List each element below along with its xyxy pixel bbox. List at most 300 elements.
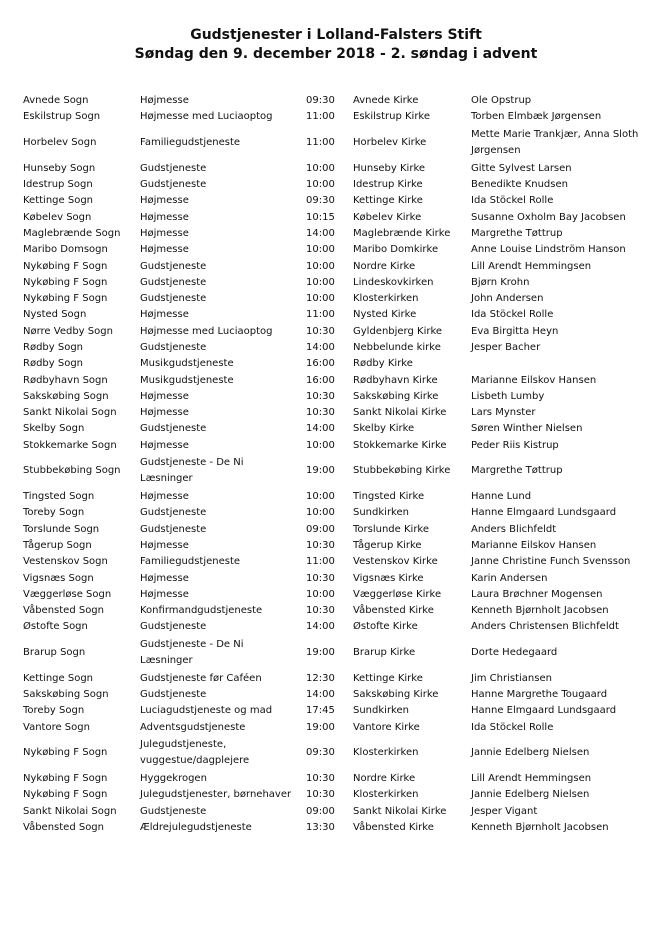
church-cell-text: Våbensted Kirke xyxy=(353,821,434,833)
time-cell xyxy=(306,242,346,258)
priest-cell xyxy=(471,720,651,736)
church-cell-text: Rødbyhavn Kirke xyxy=(353,374,438,386)
parish-cell xyxy=(23,405,135,421)
church-cell xyxy=(353,505,468,521)
service-cell-text: Gudstjeneste xyxy=(140,621,207,633)
table-row xyxy=(0,405,672,421)
table-row xyxy=(0,570,672,586)
service-cell xyxy=(140,258,295,274)
parish-cell-text: Idestrup Sogn xyxy=(23,179,93,191)
parish-cell-text: Nysted Sogn xyxy=(23,309,87,321)
time-cell-text: 19:00 xyxy=(306,647,335,659)
time-cell-text: 19:00 xyxy=(306,721,335,733)
church-cell-text: Nysted Kirke xyxy=(353,309,417,321)
table-row xyxy=(0,307,672,323)
priest-cell-text: Susanne Oxholm Bay Jacobsen xyxy=(471,211,626,223)
time-cell xyxy=(306,454,346,489)
parish-cell xyxy=(23,340,135,356)
priest-cell xyxy=(471,703,651,719)
priest-cell xyxy=(471,126,651,161)
priest-cell-text: Benedikte Knudsen xyxy=(471,179,568,191)
parish-cell xyxy=(23,505,135,521)
parish-cell xyxy=(23,736,135,771)
church-cell-text: Nebbelunde kirke xyxy=(353,342,441,353)
priest-cell-text: Ida Stöckel Rolle xyxy=(471,721,554,733)
time-cell xyxy=(306,275,346,291)
church-cell xyxy=(353,161,468,177)
time-cell-text: 11:00 xyxy=(306,556,335,568)
priest-cell xyxy=(471,372,651,388)
priest-cell xyxy=(471,93,651,109)
service-cell xyxy=(140,636,295,671)
service-cell xyxy=(140,820,295,836)
service-cell xyxy=(140,93,295,109)
table-row xyxy=(0,275,672,291)
parish-cell xyxy=(23,275,135,291)
church-cell xyxy=(353,636,468,671)
church-cell-text: Sankt Nikolai Kirke xyxy=(353,407,447,419)
priest-cell-text: Hanne Elmgaard Lundsgaard xyxy=(471,705,617,717)
church-cell xyxy=(353,820,468,836)
church-cell-text: Maglebrænde Kirke xyxy=(353,227,451,239)
priest-cell-text: Ida Stöckel Rolle xyxy=(471,309,554,321)
parish-cell-text: Købelev Sogn xyxy=(23,211,92,223)
priest-cell-text: Kenneth Bjørnholt Jacobsen xyxy=(471,821,609,833)
time-cell-text: 10:30 xyxy=(306,605,335,617)
service-cell xyxy=(140,226,295,242)
priest-cell xyxy=(471,389,651,405)
service-cell xyxy=(140,372,295,388)
priest-cell xyxy=(471,771,651,787)
parish-cell-text: Maribo Domsogn xyxy=(23,244,108,256)
church-cell xyxy=(353,489,468,505)
priest-cell xyxy=(471,619,651,635)
priest-cell-text: Dorte Hedegaard xyxy=(471,647,558,659)
time-cell xyxy=(306,505,346,521)
parish-cell xyxy=(23,177,135,193)
church-cell xyxy=(353,803,468,819)
parish-cell-text: Våbensted Sogn xyxy=(23,605,104,617)
service-cell xyxy=(140,720,295,736)
church-cell xyxy=(353,307,468,323)
time-cell xyxy=(306,209,346,225)
time-cell-text: 14:00 xyxy=(306,423,335,435)
church-cell-text: Klosterkirken xyxy=(353,293,419,305)
table-row xyxy=(0,389,672,405)
table-row xyxy=(0,258,672,274)
parish-cell-text: Skelby Sogn xyxy=(23,423,85,435)
parish-cell xyxy=(23,421,135,437)
service-cell xyxy=(140,291,295,307)
time-cell-text: 14:00 xyxy=(306,227,335,239)
table-row xyxy=(0,226,672,242)
service-cell xyxy=(140,505,295,521)
parish-cell-text: Vantore Sogn xyxy=(23,721,90,733)
time-cell xyxy=(306,636,346,671)
time-cell xyxy=(306,372,346,388)
time-cell-text: 16:00 xyxy=(306,358,335,370)
parish-cell-text: Nykøbing F Sogn xyxy=(23,789,108,801)
time-cell-text: 12:30 xyxy=(306,672,335,684)
parish-cell-text: Tågerup Sogn xyxy=(23,539,92,551)
service-cell xyxy=(140,771,295,787)
priest-cell xyxy=(471,570,651,586)
time-cell-text: 10:00 xyxy=(306,179,335,191)
service-cell xyxy=(140,324,295,340)
priest-cell-text: Gitte Sylvest Larsen xyxy=(471,162,572,174)
service-cell-text: Gudstjeneste xyxy=(140,523,207,535)
table-row xyxy=(0,242,672,258)
parish-cell-text: Rødby Sogn xyxy=(23,342,84,353)
parish-cell-text: Sankt Nikolai Sogn xyxy=(23,407,117,419)
priest-cell xyxy=(471,291,651,307)
priest-cell xyxy=(471,522,651,538)
priest-cell xyxy=(471,636,651,671)
time-cell xyxy=(306,109,346,125)
priest-cell xyxy=(471,161,651,177)
service-cell-text: Gudstjeneste - De Ni Læsninger xyxy=(140,639,244,667)
table-row xyxy=(0,771,672,787)
service-cell xyxy=(140,193,295,209)
church-cell-text: Skelby Kirke xyxy=(353,423,415,435)
parish-cell xyxy=(23,356,135,372)
parish-cell xyxy=(23,587,135,603)
table-row xyxy=(0,820,672,836)
church-cell-text: Lindeskovkirken xyxy=(353,276,434,288)
service-cell-text: Gudstjeneste xyxy=(140,276,207,288)
parish-cell-text: Rødby Sogn xyxy=(23,358,84,370)
parish-cell-text: Væggerløse Sogn xyxy=(23,588,112,600)
parish-cell xyxy=(23,454,135,489)
service-cell-text: Højmesse xyxy=(140,95,189,107)
time-cell xyxy=(306,603,346,619)
parish-cell-text: Toreby Sogn xyxy=(23,705,85,717)
service-cell-text: Gudstjeneste xyxy=(140,179,207,191)
service-cell-text: Gudstjeneste xyxy=(140,162,207,174)
parish-cell-text: Nykøbing F Sogn xyxy=(23,772,108,784)
priest-cell-text: Søren Winther Nielsen xyxy=(471,423,583,435)
priest-cell-text: Bjørn Krohn xyxy=(471,276,530,288)
time-cell xyxy=(306,687,346,703)
priest-cell-text: Jesper Vigant xyxy=(471,805,538,817)
service-cell-text: Gudstjeneste xyxy=(140,260,207,272)
service-cell xyxy=(140,687,295,703)
parish-cell xyxy=(23,554,135,570)
priest-cell xyxy=(471,421,651,437)
time-cell xyxy=(306,619,346,635)
parish-cell xyxy=(23,291,135,307)
page-subtitle: Søndag den 9. december 2018 - 2. søndag i advent xyxy=(134,46,538,62)
table-row xyxy=(0,126,672,161)
time-cell xyxy=(306,356,346,372)
church-cell xyxy=(353,324,468,340)
table-row xyxy=(0,505,672,521)
table-row xyxy=(0,340,672,356)
service-cell xyxy=(140,275,295,291)
church-cell xyxy=(353,177,468,193)
parish-cell-text: Stokkemarke Sogn xyxy=(23,439,117,451)
parish-cell-text: Nørre Vedby Sogn xyxy=(23,325,113,337)
parish-cell xyxy=(23,619,135,635)
priest-cell-text: Lill Arendt Hemmingsen xyxy=(471,260,592,272)
table-row xyxy=(0,209,672,225)
parish-cell xyxy=(23,522,135,538)
service-cell xyxy=(140,242,295,258)
parish-cell-text: Toreby Sogn xyxy=(23,507,85,519)
priest-cell xyxy=(471,687,651,703)
table-row xyxy=(0,687,672,703)
time-cell-text: 10:00 xyxy=(306,439,335,451)
service-cell xyxy=(140,522,295,538)
priest-cell-text: Marianne Eilskov Hansen xyxy=(471,374,597,386)
church-cell xyxy=(353,587,468,603)
priest-cell xyxy=(471,803,651,819)
time-cell-text: 10:00 xyxy=(306,276,335,288)
service-cell xyxy=(140,454,295,489)
parish-cell xyxy=(23,820,135,836)
church-cell xyxy=(353,687,468,703)
church-cell-text: Vantore Kirke xyxy=(353,721,420,733)
priest-cell-text: Kenneth Bjørnholt Jacobsen xyxy=(471,605,609,617)
service-cell-text: Højmesse xyxy=(140,227,189,239)
parish-cell-text: Sakskøbing Sogn xyxy=(23,390,109,402)
priest-cell-text: Ole Opstrup xyxy=(471,95,532,107)
church-cell xyxy=(353,438,468,454)
service-cell-text: Højmesse xyxy=(140,588,189,600)
priest-cell-text: Jesper Bacher xyxy=(471,342,541,353)
church-cell-text: Vestenskov Kirke xyxy=(353,556,438,568)
priest-cell xyxy=(471,454,651,489)
church-cell xyxy=(353,275,468,291)
service-cell xyxy=(140,340,295,356)
service-cell-text: Hyggekrogen xyxy=(140,772,207,784)
parish-cell xyxy=(23,226,135,242)
service-cell-text: Musikgudstjeneste xyxy=(140,358,234,370)
priest-cell-text: Anders Christensen Blichfeldt xyxy=(471,621,619,633)
service-cell xyxy=(140,421,295,437)
service-cell-text: Musikgudstjeneste xyxy=(140,374,234,386)
church-cell xyxy=(353,258,468,274)
church-cell xyxy=(353,372,468,388)
service-cell-text: Gudstjeneste xyxy=(140,342,207,353)
table-row xyxy=(0,671,672,687)
time-cell-text: 10:00 xyxy=(306,588,335,600)
parish-cell xyxy=(23,209,135,225)
parish-cell xyxy=(23,307,135,323)
parish-cell-text: Rødbyhavn Sogn xyxy=(23,374,108,386)
time-cell-text: 10:30 xyxy=(306,390,335,402)
service-cell-text: Højmesse xyxy=(140,539,189,551)
priest-cell-text: Hanne Margrethe Tougaard xyxy=(471,689,608,701)
church-cell xyxy=(353,93,468,109)
priest-cell xyxy=(471,820,651,836)
table-row xyxy=(0,603,672,619)
church-cell-text: Stokkemarke Kirke xyxy=(353,439,447,451)
time-cell-text: 10:00 xyxy=(306,244,335,256)
table-row xyxy=(0,109,672,125)
parish-cell-text: Tingsted Sogn xyxy=(23,491,95,503)
church-cell-text: Nordre Kirke xyxy=(353,772,416,784)
church-cell-text: Gyldenbjerg Kirke xyxy=(353,325,443,337)
priest-cell-text: Jannie Edelberg Nielsen xyxy=(471,789,590,801)
time-cell xyxy=(306,307,346,323)
time-cell-text: 19:00 xyxy=(306,465,335,477)
parish-cell xyxy=(23,803,135,819)
time-cell-text: 10:30 xyxy=(306,539,335,551)
table-row xyxy=(0,736,672,771)
church-cell xyxy=(353,522,468,538)
church-cell-text: Sundkirken xyxy=(353,705,409,717)
table-row xyxy=(0,787,672,803)
time-cell-text: 13:30 xyxy=(306,821,335,833)
parish-cell xyxy=(23,771,135,787)
time-cell xyxy=(306,522,346,538)
service-cell-text: Adventsgudstjeneste xyxy=(140,721,246,733)
service-cell-text: Ældrejulegudstjeneste xyxy=(140,821,252,833)
service-cell xyxy=(140,619,295,635)
service-cell-text: Konfirmandgudstjeneste xyxy=(140,605,263,617)
time-cell xyxy=(306,771,346,787)
church-cell-text: Torslunde Kirke xyxy=(353,523,430,535)
time-cell-text: 10:30 xyxy=(306,572,335,584)
table-row xyxy=(0,291,672,307)
table-row xyxy=(0,324,672,340)
priest-cell xyxy=(471,587,651,603)
time-cell-text: 10:30 xyxy=(306,325,335,337)
table-row xyxy=(0,619,672,635)
time-cell-text: 10:30 xyxy=(306,789,335,801)
service-cell-text: Gudstjeneste xyxy=(140,293,207,305)
priest-cell-text: Margrethe Tøttrup xyxy=(471,465,563,477)
priest-cell xyxy=(471,438,651,454)
parish-cell xyxy=(23,489,135,505)
church-cell-text: Brarup Kirke xyxy=(353,647,416,659)
service-cell xyxy=(140,603,295,619)
parish-cell-text: Kettinge Sogn xyxy=(23,672,93,684)
time-cell-text: 16:00 xyxy=(306,374,335,386)
time-cell xyxy=(306,489,346,505)
church-cell xyxy=(353,242,468,258)
priest-cell xyxy=(471,177,651,193)
priest-cell-text: Torben Elmbæk Jørgensen xyxy=(471,111,602,123)
table-row xyxy=(0,554,672,570)
parish-cell xyxy=(23,603,135,619)
priest-cell-text: Eva Birgitta Heyn xyxy=(471,325,559,337)
church-cell-text: Kettinge Kirke xyxy=(353,672,423,684)
parish-cell-text: Stubbekøbing Sogn xyxy=(23,465,121,477)
priest-cell-text: Ida Stöckel Rolle xyxy=(471,195,554,207)
service-cell-text: Luciagudstjeneste og mad xyxy=(140,705,273,717)
church-cell-text: Nordre Kirke xyxy=(353,260,416,272)
parish-cell-text: Vigsnæs Sogn xyxy=(23,572,94,584)
service-cell xyxy=(140,177,295,193)
church-cell xyxy=(353,771,468,787)
service-cell xyxy=(140,787,295,803)
time-cell xyxy=(306,177,346,193)
parish-cell-text: Kettinge Sogn xyxy=(23,195,93,207)
church-cell xyxy=(353,720,468,736)
parish-cell xyxy=(23,258,135,274)
priest-cell-text: Margrethe Tøttrup xyxy=(471,227,563,239)
service-cell xyxy=(140,803,295,819)
parish-cell xyxy=(23,242,135,258)
time-cell xyxy=(306,340,346,356)
church-cell xyxy=(353,405,468,421)
church-cell-text: Vigsnæs Kirke xyxy=(353,572,424,584)
church-cell-text: Rødby Kirke xyxy=(353,358,413,370)
priest-cell xyxy=(471,242,651,258)
service-cell xyxy=(140,438,295,454)
service-cell-text: Højmesse xyxy=(140,572,189,584)
parish-cell xyxy=(23,671,135,687)
priest-cell xyxy=(471,109,651,125)
church-cell-text: Sakskøbing Kirke xyxy=(353,689,439,701)
service-cell-text: Højmesse xyxy=(140,309,189,321)
time-cell-text: 10:30 xyxy=(306,772,335,784)
priest-cell-text: Anders Blichfeldt xyxy=(471,523,557,535)
parish-cell-text: Hunseby Sogn xyxy=(23,162,96,174)
priest-cell xyxy=(471,209,651,225)
parish-cell-text: Nykøbing F Sogn xyxy=(23,293,108,305)
priest-cell-text: Laura Brøchner Mogensen xyxy=(471,588,603,600)
church-cell-text: Maribo Domkirke xyxy=(353,244,439,256)
priest-cell xyxy=(471,538,651,554)
parish-cell-text: Brarup Sogn xyxy=(23,647,86,659)
parish-cell xyxy=(23,570,135,586)
table-row xyxy=(0,454,672,489)
parish-cell-text: Horbelev Sogn xyxy=(23,137,97,149)
priest-cell-text: Lisbeth Lumby xyxy=(471,390,545,402)
church-cell-text: Idestrup Kirke xyxy=(353,179,423,191)
church-cell xyxy=(353,787,468,803)
priest-cell xyxy=(471,554,651,570)
parish-cell xyxy=(23,193,135,209)
church-cell xyxy=(353,570,468,586)
church-cell-text: Sundkirken xyxy=(353,507,409,519)
time-cell-text: 09:00 xyxy=(306,523,335,535)
priest-cell-text: Jim Christiansen xyxy=(471,672,552,684)
time-cell xyxy=(306,736,346,771)
priest-cell-text: Anne Louise Lindström Hanson xyxy=(471,244,626,256)
time-cell-text: 09:30 xyxy=(306,95,335,107)
priest-cell xyxy=(471,340,651,356)
time-cell-text: 11:00 xyxy=(306,111,335,123)
parish-cell-text: Nykøbing F Sogn xyxy=(23,260,108,272)
parish-cell-text: Sakskøbing Sogn xyxy=(23,689,109,701)
parish-cell xyxy=(23,324,135,340)
service-cell-text: Højmesse xyxy=(140,244,189,256)
church-cell-text: Østofte Kirke xyxy=(353,621,418,633)
church-cell-text: Kettinge Kirke xyxy=(353,195,423,207)
service-table xyxy=(0,93,672,836)
church-cell xyxy=(353,109,468,125)
parish-cell-text: Eskilstrup Sogn xyxy=(23,111,101,123)
time-cell-text: 14:00 xyxy=(306,342,335,353)
parish-cell-text: Torslunde Sogn xyxy=(23,523,100,535)
parish-cell xyxy=(23,720,135,736)
service-cell-text: Højmesse xyxy=(140,491,189,503)
table-row xyxy=(0,703,672,719)
church-cell-text: Sakskøbing Kirke xyxy=(353,390,439,402)
church-cell-text: Væggerløse Kirke xyxy=(353,588,442,600)
priest-cell-text: Marianne Eilskov Hansen xyxy=(471,539,597,551)
time-cell-text: 10:15 xyxy=(306,211,335,223)
priest-cell xyxy=(471,324,651,340)
parish-cell xyxy=(23,636,135,671)
service-cell xyxy=(140,587,295,603)
service-cell-text: Højmesse xyxy=(140,211,189,223)
priest-cell xyxy=(471,603,651,619)
